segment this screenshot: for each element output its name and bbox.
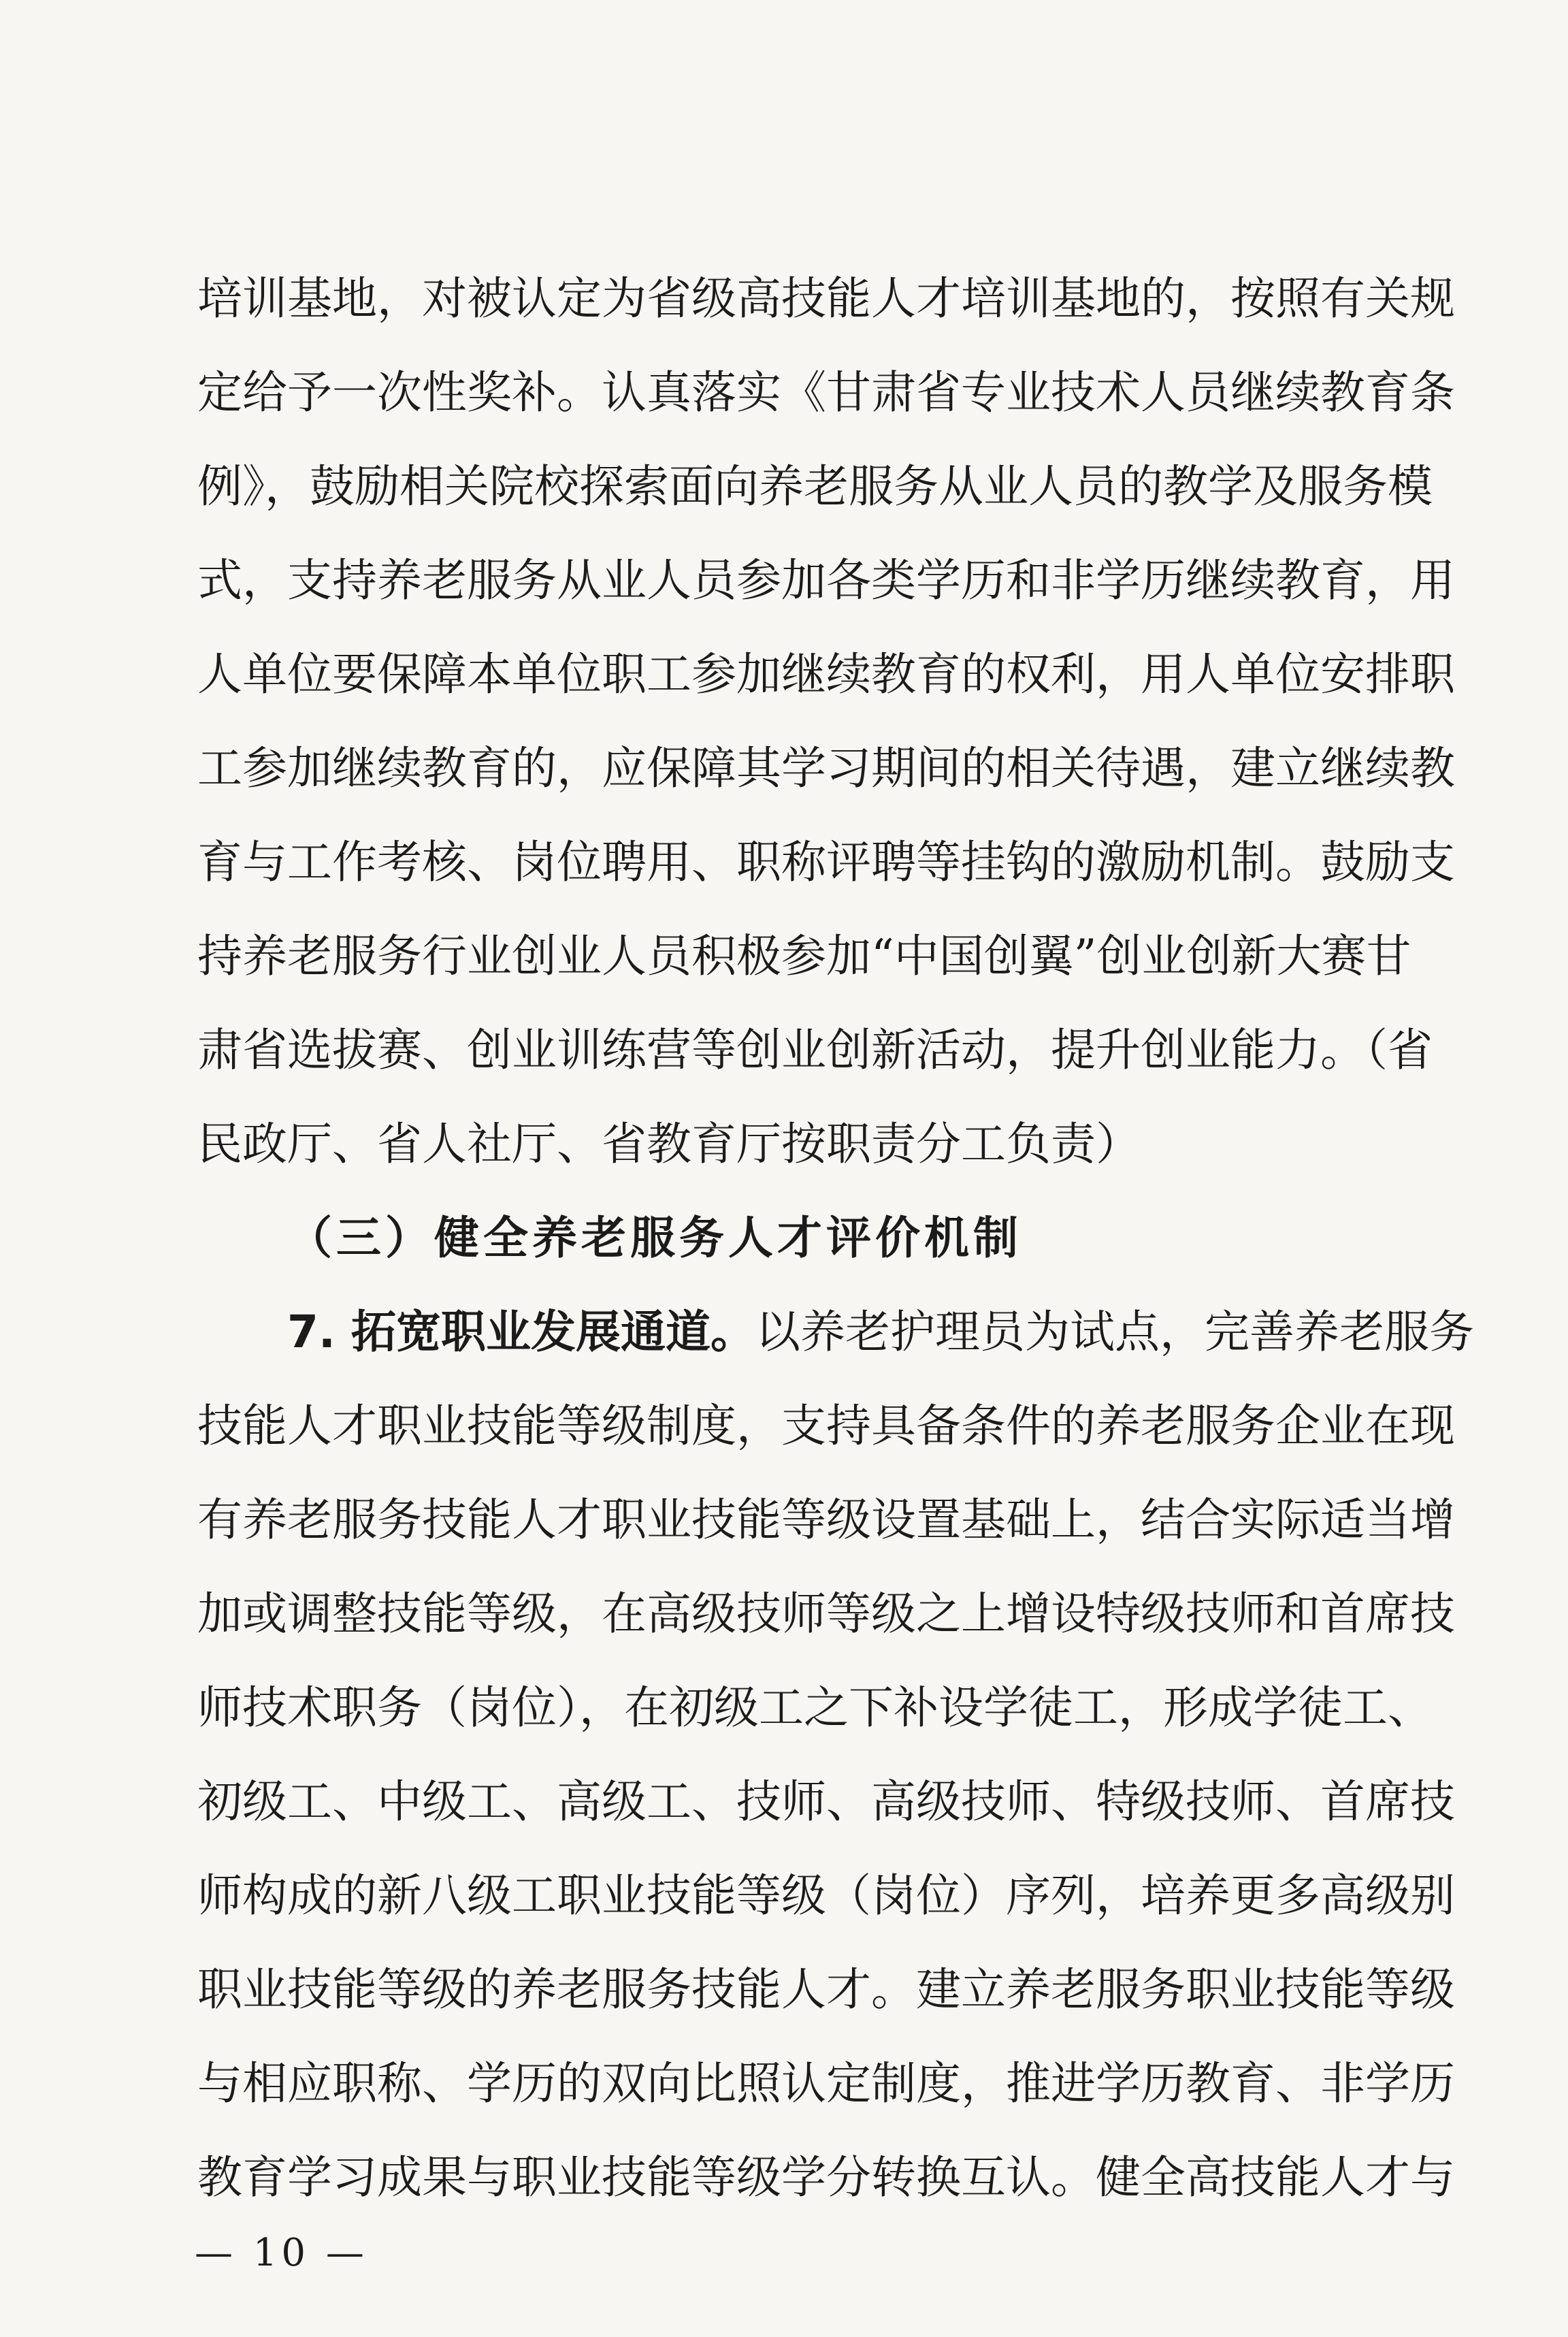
text-line: 人单位要保障本单位职工参加继续教育的权利，用人单位安排职 [197,648,1455,700]
text-line: 职业技能等级的养老服务技能人才。建立养老服务职业技能等级 [197,1963,1455,2016]
paragraph-7-lead: 7. 拓宽职业发展通道。 [287,1306,755,1358]
text-line: 初级工、中级工、高级工、技师、高级技师、特级技师、首席技 [197,1775,1455,1828]
text-line: 与相应职称、学历的双向比照认定制度，推进学历教育、非学历 [197,2057,1455,2110]
paragraph-7-first-line [197,1285,1474,1379]
text-line: 加或调整技能等级，在高级技师等级之上增设特级技师和首席技 [197,1587,1455,1640]
text-line: 师技术职务（岗位），在初级工之下补设学徒工，形成学徒工、 [197,1681,1433,1734]
text-line: 工参加继续教育的，应保障其学习期间的相关待遇，建立继续教 [197,742,1455,794]
document-body [197,252,1474,2225]
text-line: 有养老服务技能人才职业技能等级设置基础上，结合实际适当增 [197,1494,1455,1546]
text-line: 师构成的新八级工职业技能等级（岗位）序列，培养更多高级别 [197,1869,1455,1922]
text-line: 持养老服务行业创业人员积极参加“中国创翼”创业创新大赛甘 [197,930,1411,982]
text-line: 育与工作考核、岗位聘用、职称评聘等挂钩的激励机制。鼓励支 [197,836,1455,888]
text-line: 式，支持养老服务从业人员参加各类学历和非学历继续教育，用 [197,554,1455,607]
text-line: 培训基地，对被认定为省级高技能人才培训基地的，按照有关规 [197,272,1455,325]
page-number: — 10 — [195,2231,368,2275]
text-line: 肃省选拔赛、创业训练营等创业创新活动，提升创业能力。（省 [197,1024,1433,1076]
text-line: 教育学习成果与职业技能等级学分转换互认。健全高技能人才与 [197,2151,1455,2204]
text-line: 技能人才职业技能等级制度，支持具备条件的养老服务企业在现 [197,1400,1455,1452]
section-heading: （三）健全养老服务人才评价机制 [287,1212,1022,1264]
paragraph-7-first-rest: 以养老护理员为试点，完善养老服务 [755,1306,1474,1358]
text-line: 民政厅、省人社厅、省教育厅按职责分工负责） [197,1118,1141,1170]
text-line: 例》，鼓励相关院校探索面向养老服务从业人员的教学及服务模 [197,460,1433,513]
text-line: 定给予一次性奖补。认真落实《甘肃省专业技术人员继续教育条 [197,366,1455,419]
